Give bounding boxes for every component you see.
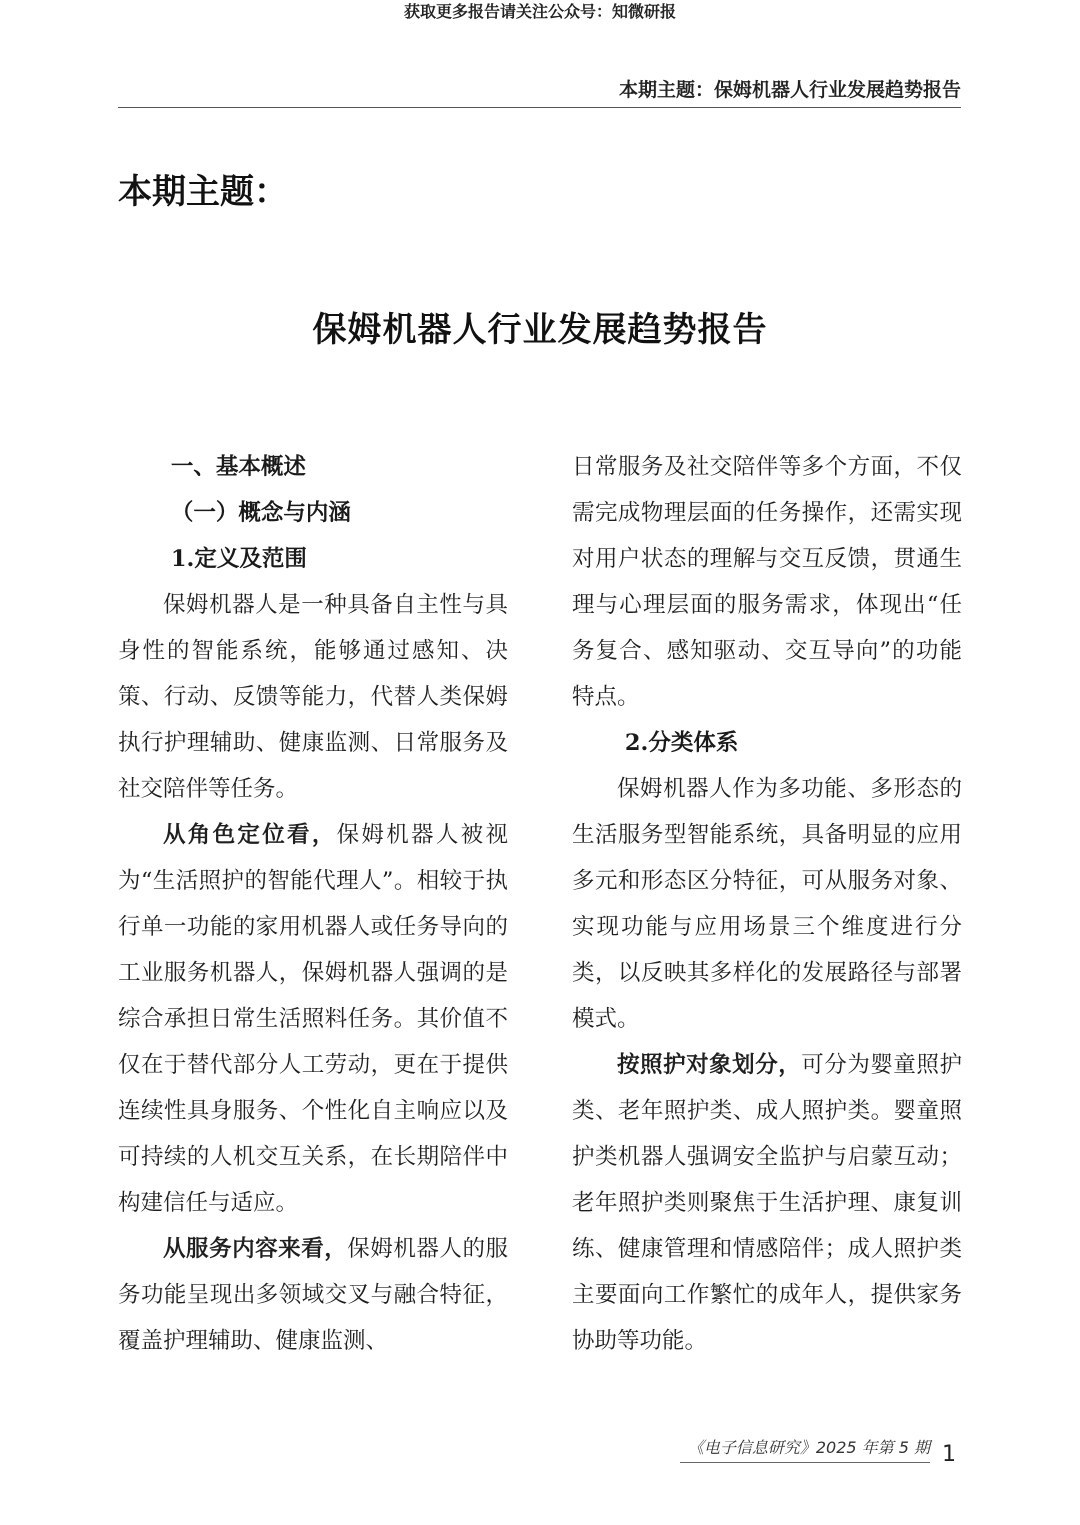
heading-level-3: 1.定义及范围 [170, 546, 307, 572]
paragraph: 保姆机器人作为多功能、多形态的生活服务型智能系统，具备明显的应用多元和形态区分特征，可从服务对象、实现功能与应用场景三个维度进行分类，以反映其多样化的发展路径与部署模式。 [572, 776, 962, 1032]
paragraph-lead: 从角色定位看， [163, 822, 337, 848]
footer-divider [680, 1462, 930, 1463]
paragraph-text: 保姆机器人被视为“生活照护的智能代理人”。相较于执行单一功能的家用机器人或任务导向的工业服务机器人，保姆机器人强调的是综合承担日常生活照料任务。其价值不仅在于替代部分人工劳动，更在于提供连续性具身服务、个性化自主响应以及可持续的人机交互关系，在长期陪伴中构建信任与适应。 [118, 822, 508, 1216]
paragraph [118, 1226, 508, 1364]
left-column [118, 444, 508, 1364]
page-number: 1 [942, 1442, 956, 1467]
paragraph [118, 812, 508, 1226]
main-title: 保姆机器人行业发展趋势报告 [312, 310, 768, 350]
footer-journal: 《电子信息研究》2025 年第 5 期 [687, 1438, 930, 1457]
section-label: 本期主题： [118, 172, 288, 212]
paragraph-text: 可分为婴童照护类、老年照护类、成人照护类。婴童照护类机器人强调安全监护与启蒙互动；老年照护类则聚焦于生活护理、康复训练、健康管理和情感陪伴；成人照护类主要面向工作繁忙的成年人，提供家务协助等功能。 [572, 1052, 962, 1354]
paragraph-continued: 日常服务及社交陪伴等多个方面，不仅需完成物理层面的任务操作，还需实现对用户状态的理解与交互反馈，贯通生理与心理层面的服务需求，体现出“任务复合、感知驱动、交互导向”的功能特点。 [572, 454, 962, 710]
top-notice: 获取更多报告请关注公众号：知微研报 [403, 2, 676, 21]
paragraph-text: 保姆机器人的服务功能呈现出多领域交叉与融合特征，覆盖护理辅助、健康监测、 [118, 1236, 508, 1354]
paragraph-lead: 按照护对象划分， [617, 1052, 802, 1078]
paragraph-lead: 从服务内容来看， [163, 1236, 348, 1262]
heading-level-2: （一）概念与内涵 [170, 500, 351, 526]
paragraph: 保姆机器人是一种具备自主性与具身性的智能系统，能够通过感知、决策、行动、反馈等能力，代替人类保姆执行护理辅助、健康监测、日常服务及社交陪伴等任务。 [118, 592, 508, 802]
header-divider [118, 107, 961, 108]
paragraph [572, 1042, 962, 1364]
running-header: 本期主题：保姆机器人行业发展趋势报告 [618, 79, 961, 101]
heading-level-3: 2.分类体系 [624, 730, 739, 756]
heading-level-1: 一、基本概述 [170, 454, 306, 480]
right-column [572, 444, 962, 1364]
